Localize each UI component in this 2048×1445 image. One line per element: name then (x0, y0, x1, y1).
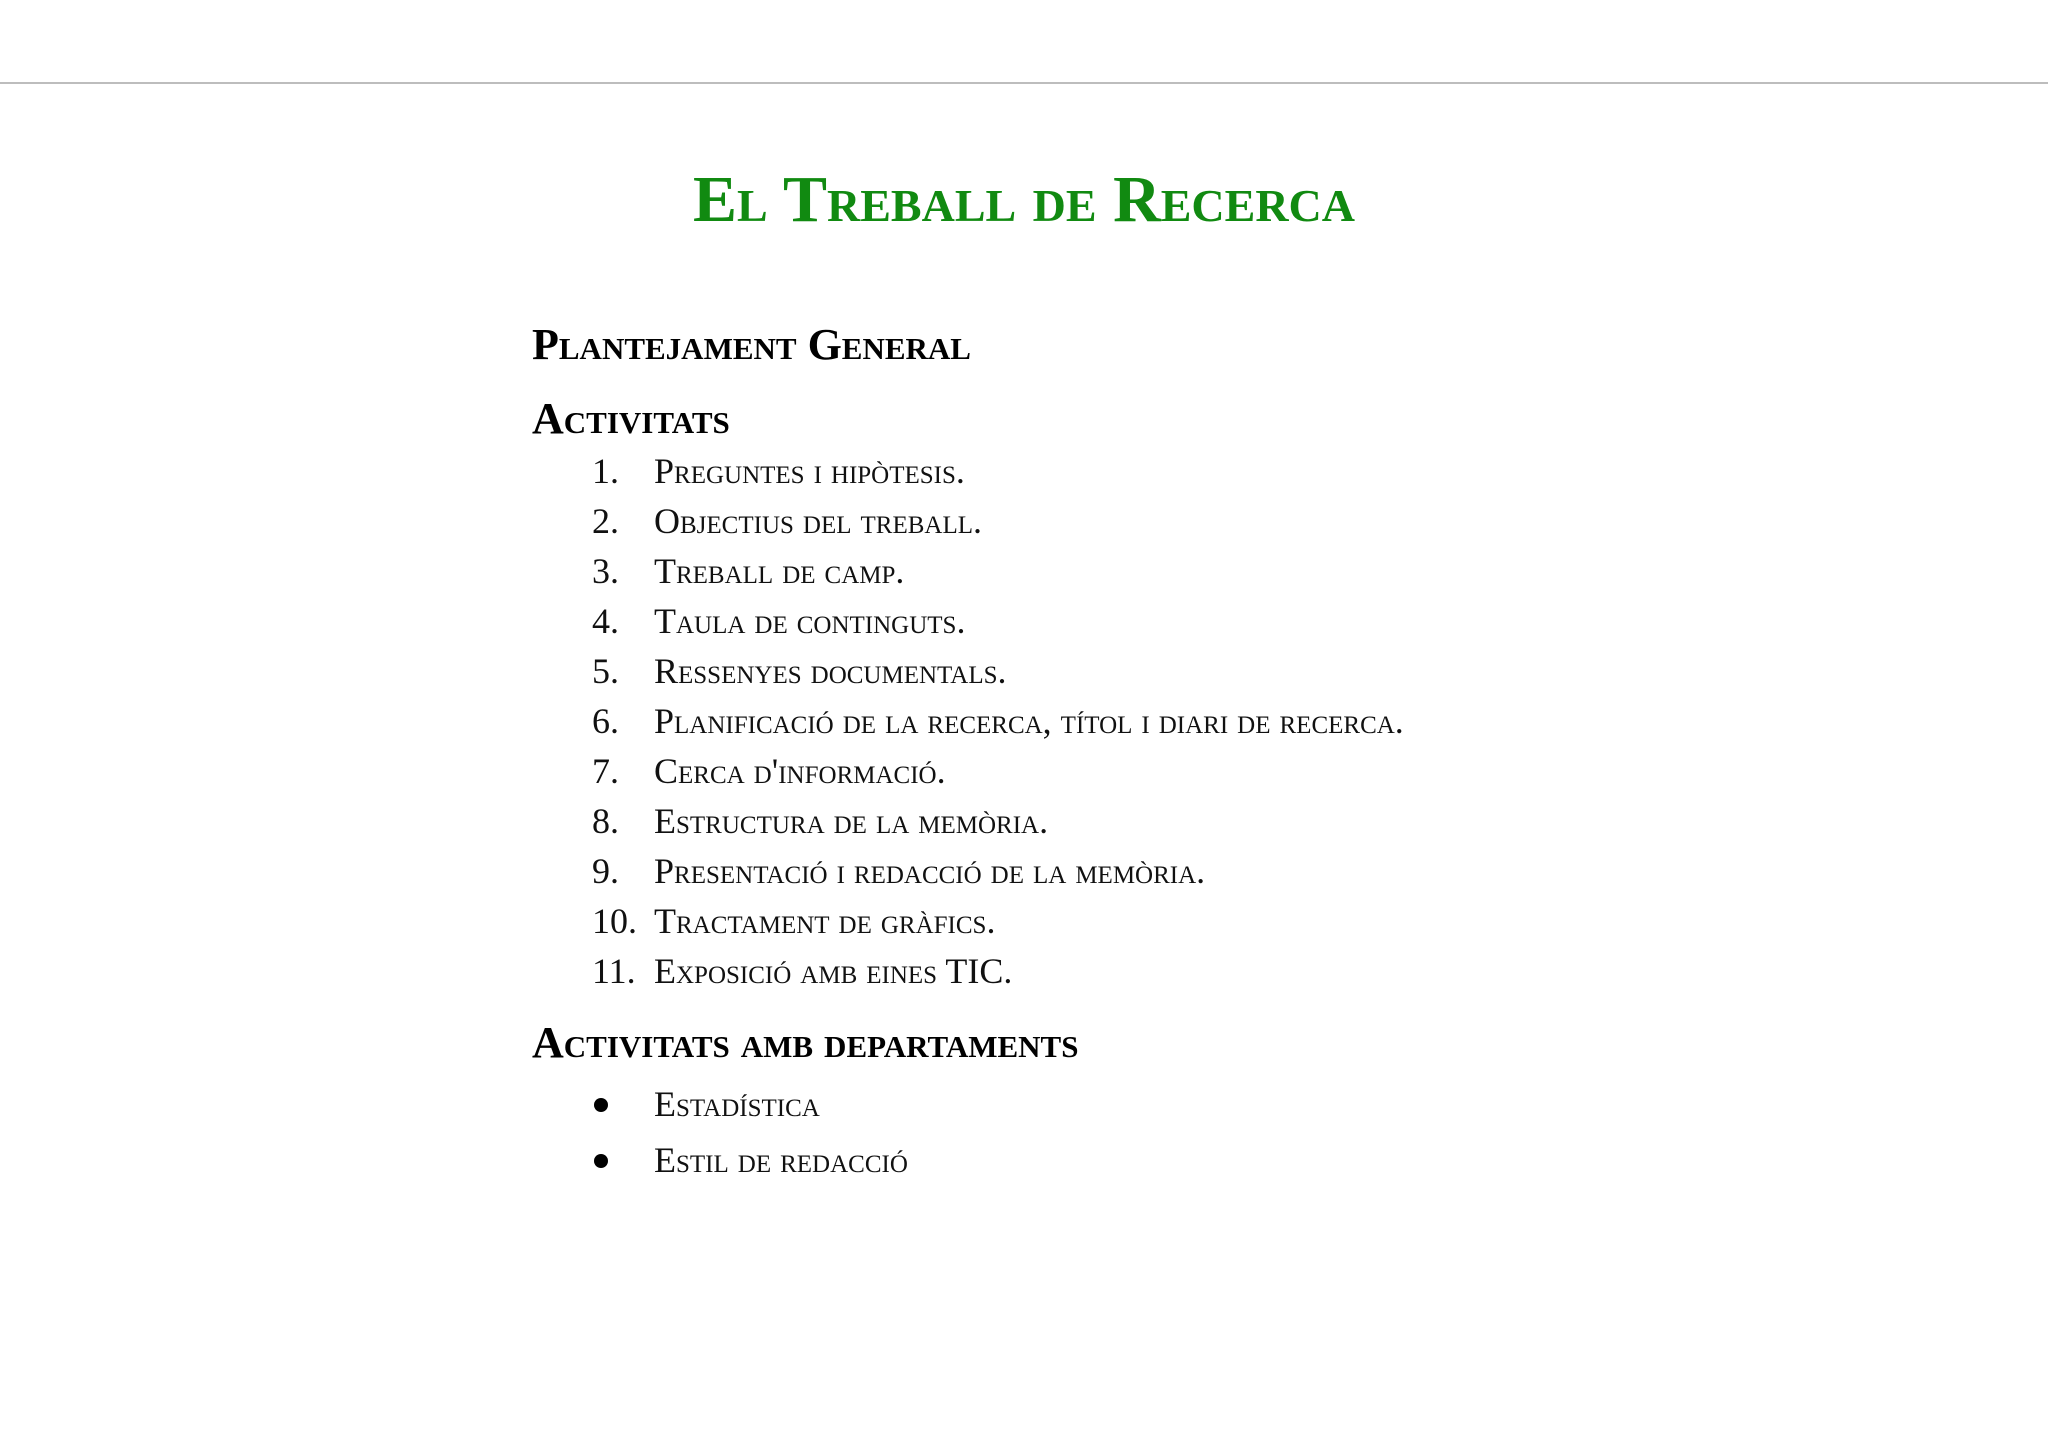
list-item (532, 646, 1932, 696)
list-item (532, 746, 1932, 796)
list-item-number: 3. (592, 551, 619, 591)
list-item-number: 1. (592, 451, 619, 491)
list-item-number: 2. (592, 501, 619, 541)
list-item (532, 796, 1932, 846)
list-item-text: Estil de redacció (654, 1140, 908, 1180)
bullet-icon (594, 1098, 608, 1112)
list-item-number: 4. (592, 601, 619, 641)
list-item-text: Preguntes i hipòtesis. (654, 451, 965, 491)
list-item-text: Planificació de la recerca, títol i diari de recerca. (654, 701, 1404, 741)
document-title: El Treball de Recerca (692, 163, 1355, 236)
list-item-number: 7. (592, 751, 619, 791)
list-item (532, 1132, 1932, 1188)
bullet-icon (594, 1154, 608, 1168)
list-item-number: 10. (592, 901, 637, 941)
list-item-text: Taula de continguts. (654, 601, 966, 641)
list-item (532, 896, 1932, 946)
list-item-number: 9. (592, 851, 619, 891)
heading-activitats-departaments: Activitats amb departaments (532, 1018, 1079, 1067)
list-item (532, 546, 1932, 596)
list-item-number: 11. (592, 951, 636, 991)
list-item (532, 596, 1932, 646)
list-item-text: Treball de camp. (654, 551, 905, 591)
list-item (532, 446, 1932, 496)
list-item-text: Presentació i redacció de la memòria. (654, 851, 1206, 891)
list-item-number: 5. (592, 651, 619, 691)
list-item (532, 946, 1932, 996)
departaments-list (532, 1076, 1932, 1188)
heading-activitats: Activitats (532, 394, 730, 443)
list-item (532, 696, 1932, 746)
list-item-text: Cerca d'informació. (654, 751, 946, 791)
list-item (532, 1076, 1932, 1132)
activitats-list (532, 446, 1932, 996)
list-item-text: Ressenyes documentals. (654, 651, 1007, 691)
heading-plantejament-general: Plantejament General (532, 320, 971, 369)
list-item-number: 6. (592, 701, 619, 741)
list-item-text: Estructura de la memòria. (654, 801, 1049, 841)
list-item (532, 846, 1932, 896)
document-content (532, 318, 1932, 1188)
list-item-text: Tractament de gràfics. (654, 901, 996, 941)
list-item-number: 8. (592, 801, 619, 841)
list-item-text: Estadística (654, 1084, 820, 1124)
list-item-text: Exposició amb eines TIC. (654, 951, 1013, 991)
list-item (532, 496, 1932, 546)
top-divider (0, 82, 2048, 84)
list-item-text: Objectius del treball. (654, 501, 982, 541)
